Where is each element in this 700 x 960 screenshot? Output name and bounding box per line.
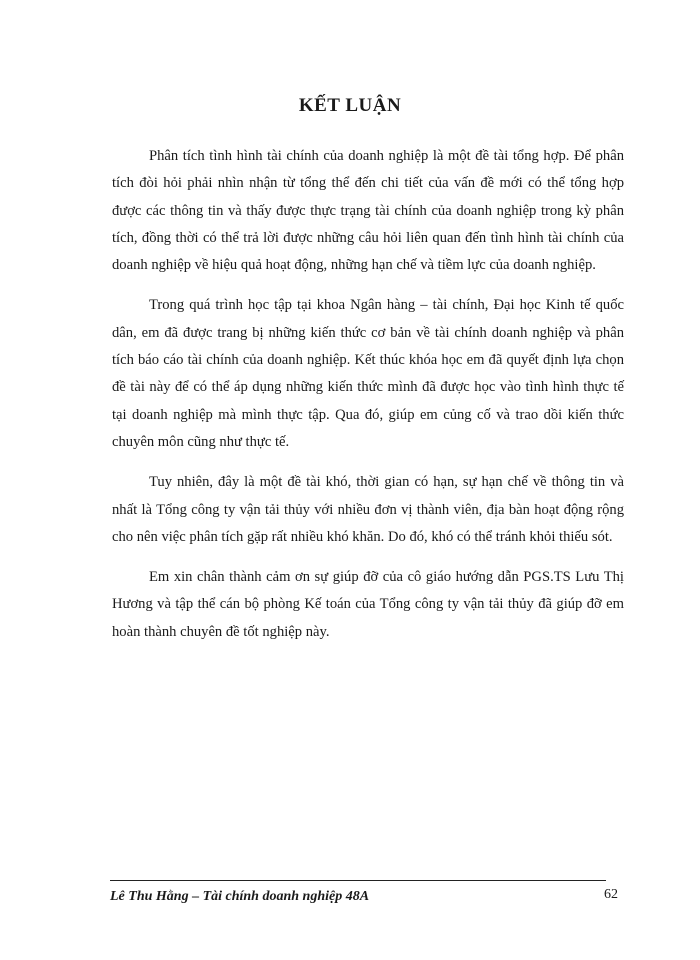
footer-author: Lê Thu Hằng – Tài chính doanh nghiệp 48A xyxy=(110,889,370,904)
paragraph-4: Em xin chân thành cảm ơn sự giúp đỡ của cô giáo hướng dẫn PGS.TS Lưu Thị Hương và tập thể cán bộ phòng Kế toán của Tổng công ty vận tải thủy đã giúp đỡ em hoàn thành chuyên đề tốt nghiệp này. xyxy=(112,569,624,640)
body-text xyxy=(112,143,624,659)
footer-divider xyxy=(110,880,606,881)
paragraph-3: Tuy nhiên, đây là một đề tài khó, thời gian có hạn, sự hạn chế về thông tin và nhất là Tổng công ty vận tải thủy với nhiều đơn vị thành viên, địa bàn hoạt động rộng cho nên việc phân tích gặp rất nhiều khó khăn. Do đó, khó có thể tránh khỏi thiếu sót. xyxy=(112,474,624,545)
page-title: KẾT LUẬN xyxy=(298,95,402,116)
paragraph-2: Trong quá trình học tập tại khoa Ngân hàng – tài chính, Đại học Kinh tế quốc dân, em đã được trang bị những kiến thức cơ bản về tài chính doanh nghiệp và phân tích báo cáo tài chính của doanh nghiệp. Kết thúc khóa học em đã quyết định lựa chọn đề tài này để có thể áp dụng những kiến thức mình đã được học vào tình hình thực tế tại doanh nghiệp mà mình thực tập. Qua đó, giúp em củng cố và trao dồi kiến thức chuyên môn cũng như thực tế. xyxy=(112,297,624,450)
paragraph-1: Phân tích tình hình tài chính của doanh nghiệp là một đề tài tổng hợp. Để phân tích đòi hỏi phải nhìn nhận từ tổng thể đến chi tiết của vấn đề mới có thể tổng hợp được các thông tin và thấy được thực trạng tài chính của doanh nghiệp trong kỳ phân tích, đồng thời có thể trả lời được những câu hỏi liên quan đến tình hình tài chính của doanh nghiệp về hiệu quả hoạt động, những hạn chế và tiềm lực của doanh nghiệp. xyxy=(112,148,624,274)
page-number: 62 xyxy=(604,887,618,902)
